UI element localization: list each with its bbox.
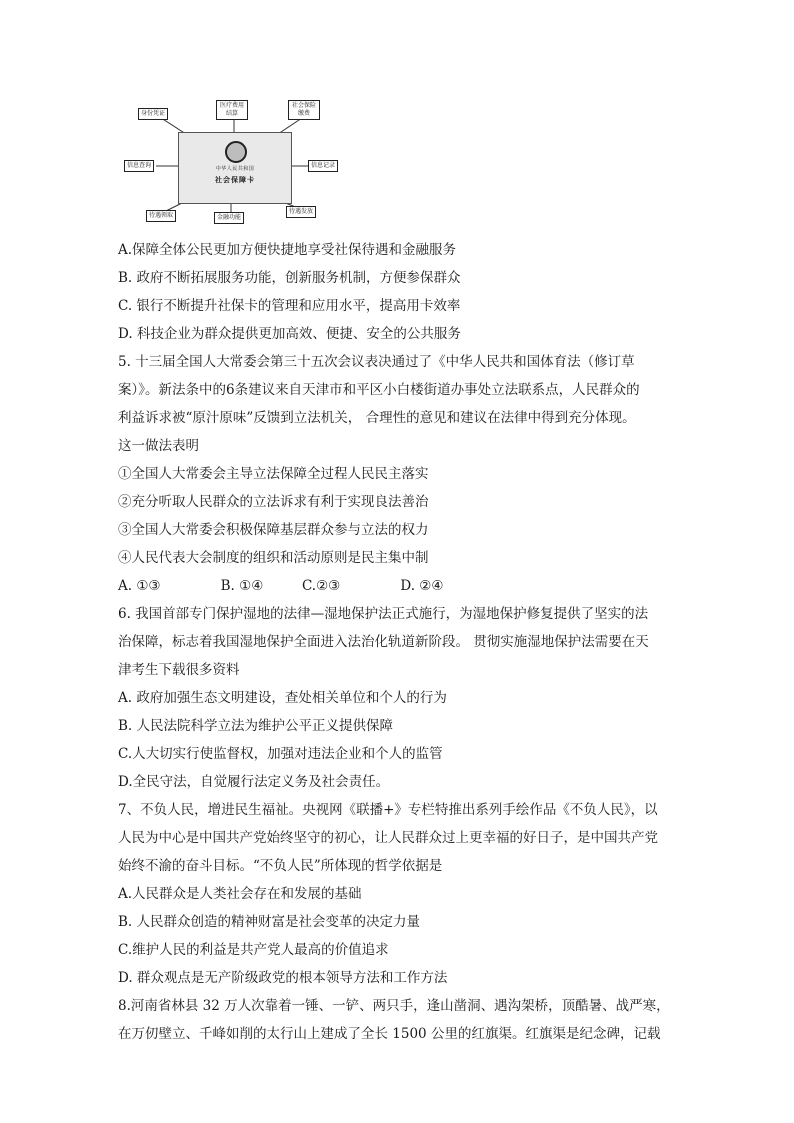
tag-bottom-left: 待遇领取 [146,210,176,222]
option-7d: D. 群众观点是无产阶级政党的根本领导方法和工作方法 [118,970,448,986]
options-5: A. ①③ B. ①④ C.②③ D. ②④ [118,578,444,594]
card-title-text: 社会保障卡 [215,175,255,184]
option-4a: A.保障全体公民更加方便快捷地享受社保待遇和金融服务 [118,242,457,258]
option-7c: C.维护人民的利益是共产党人最高的价值追求 [118,942,389,958]
option-4c: C. 银行不断提升社保卡的管理和应用水平，提高用卡效率 [118,298,461,314]
card-issuer-text: 中华人民共和国 [215,166,255,172]
statement-2: ②充分听取人民群众的立法诉求有利于实现良法善治 [118,494,429,510]
statement-4: ④人民代表大会制度的组织和活动原则是民主集中制 [118,550,429,566]
tag-top-mid: 医疗费用结算 [216,100,248,120]
question-5-line-3: 利益诉求被“原汁原味”反馈到立法机关， 合理性的意见和建议在法律中得到充分体现。 [118,410,636,426]
tag-top-left: 身份凭证 [138,108,168,120]
national-emblem-icon [225,141,247,163]
tag-right: 信息记录 [308,160,338,172]
tag-left: 信息查询 [124,160,154,172]
tag-bottom-mid: 金融功能 [214,212,244,224]
social-security-card-diagram [118,96,348,230]
social-security-card [178,132,292,204]
question-8-line-2: 在万仞壁立、千峰如削的太行山上建成了全长 1500 公里的红旗渠。红旗渠是纪念碑，记载 [118,1026,661,1042]
question-6-line-3: 津考生下载很多资料 [118,662,240,678]
tag-bottom-right: 待遇发放 [286,206,316,218]
option-6a: A. 政府加强生态文明建设，查处相关单位和个人的行为 [118,690,447,706]
option-7a: A.人民群众是人类社会存在和发展的基础 [118,886,362,902]
question-7-line-1: 7、不负人民，增进民生福祉。央视网《联播+》专栏特推出系列手绘作品《不负人民》，以 [118,802,658,818]
option-7b: B. 人民群众创造的精神财富是社会变革的决定力量 [118,914,421,930]
tag-top-right: 社会保险缴费 [288,100,320,120]
statement-1: ①全国人大常委会主导立法保障全过程人民民主落实 [118,466,429,482]
option-4d: D. 科技企业为群众提供更加高效、便捷、安全的公共服务 [118,326,461,342]
question-5-line-2: 案）》。新法条中的6条建议来自天津市和平区小白楼街道办事处立法联系点，人民群众的 [118,382,640,398]
question-5-line-1: 5. 十三届全国人大常委会第三十五次会议表决通过了《中华人民共和国体育法（修订草 [118,354,635,370]
option-6d: D.全民守法，自觉履行法定义务及社会责任。 [118,774,390,790]
question-7-line-2: 人民为中心是中国共产党始终坚守的初心，让人民群众过上更幸福的好日子，是中国共产党 [118,830,658,846]
question-6-line-2: 治保障，标志着我国湿地保护全面进入法治化轨道新阶段。 贯彻实施湿地保护法需要在天 [118,634,649,650]
question-5-line-4: 这一做法表明 [118,438,199,454]
question-6-line-1: 6. 我国首部专门保护湿地的法律—湿地保护法正式施行，为湿地保护修复提供了坚实的法 [118,606,649,622]
option-4b: B. 政府不断拓展服务功能，创新服务机制，方便参保群众 [118,270,461,286]
question-text [118,236,678,1048]
question-7-line-3: 始终不渝的奋斗目标。“不负人民”所体现的哲学依据是 [118,858,443,874]
option-6b: B. 人民法院科学立法为维护公平正义提供保障 [118,718,394,734]
statement-3: ③全国人大常委会积极保障基层群众参与立法的权力 [118,522,429,538]
option-6c: C.人大切实行使监督权，加强对违法企业和个人的监管 [118,746,443,762]
question-8-line-1: 8.河南省林县 32 万人次靠着一锤、一铲、两只手，逢山凿洞、遇沟架桥，顶酷暑、战严寒， [118,998,670,1014]
